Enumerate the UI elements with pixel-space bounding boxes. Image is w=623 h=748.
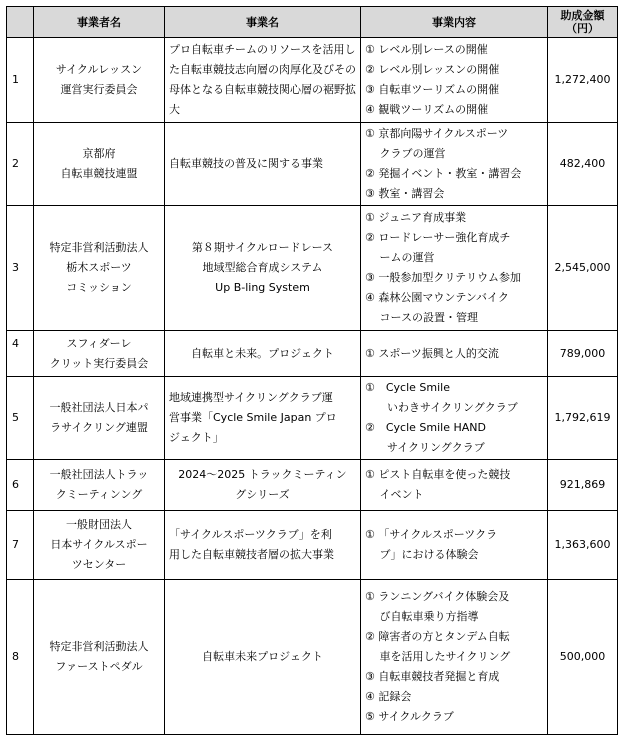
row-number: 2 — [7, 123, 34, 206]
content-cell — [361, 206, 548, 331]
project-cell — [165, 206, 361, 331]
content-line: ① Cycle Smile — [365, 381, 450, 394]
applicant-cell — [34, 38, 165, 123]
table-row — [7, 331, 618, 377]
header-amount-unit: （円） — [566, 22, 599, 35]
project-cell — [165, 580, 361, 735]
table-row — [7, 460, 618, 511]
applicant-line: 栃木スポーツ — [66, 261, 132, 274]
content-line: ① スポーツ振興と人的交流 — [365, 346, 499, 360]
applicant-line: 一般社団法人トラッ — [49, 468, 149, 481]
applicant-line: ラサイクリング連盟 — [50, 421, 148, 434]
row-number: 5 — [7, 377, 34, 460]
table-row — [7, 377, 618, 460]
content-line: ② レベル別レッスンの開催 — [365, 63, 500, 76]
header-no — [7, 7, 34, 38]
applicant-line: 京都府 — [82, 147, 116, 160]
content-line: コースの設置・管理 — [365, 311, 478, 324]
content-line: ④ 観戦ツーリズムの開催 — [365, 103, 489, 116]
row-number: 6 — [7, 460, 34, 511]
project-text: プロ自転車チームのリソースを活用した自転車競技志向層の肉厚化及びその母体となる自転車競技関心層の裾野拡大 — [169, 43, 356, 116]
table-row — [7, 123, 618, 206]
content-cell — [361, 38, 548, 123]
header-content: 事業内容 — [361, 7, 548, 38]
applicant-line: スフィダーレ — [66, 336, 132, 350]
content-line: ③ 自転車競技者発掘と育成 — [365, 670, 500, 683]
content-line: サイクリングクラブ — [365, 441, 485, 454]
content-line: ④ 森林公園マウンテンバイク — [365, 291, 509, 304]
amount-cell: 482,400 — [548, 123, 618, 206]
applicant-line: 自転車競技連盟 — [60, 167, 138, 180]
content-line: クラブの運営 — [365, 147, 446, 160]
applicant-line: 一般社団法人日本パ — [49, 401, 149, 414]
project-text: 自転車競技の普及に関する事業 — [169, 157, 323, 170]
content-line: ③ 一般参加型クリテリウム参加 — [365, 271, 522, 284]
content-line: ① ランニングバイク体験会及 — [365, 590, 510, 603]
content-line: 車を活用したサイクリング — [365, 650, 511, 663]
content-line: ームの運営 — [365, 251, 435, 264]
content-line: ③ 自転車ツーリズムの開催 — [365, 83, 500, 96]
applicant-cell — [34, 580, 165, 735]
content-cell — [361, 377, 548, 460]
content-line: ② 障害者の方とタンデム自転 — [365, 630, 510, 643]
project-cell — [165, 331, 361, 377]
content-line: ② Cycle Smile HAND — [365, 421, 486, 434]
applicant-line: サイクルレッスン — [55, 63, 143, 76]
amount-cell: 2,545,000 — [548, 206, 618, 331]
applicant-line: コミッション — [66, 281, 132, 294]
content-line: ① 「サイクルスポーツクラ — [365, 528, 498, 541]
applicant-line: 日本サイクルスポー — [50, 538, 148, 551]
applicant-line: クリット実行委員会 — [49, 356, 149, 370]
project-cell — [165, 38, 361, 123]
project-line: 用した自転車競技者層の拡大事業 — [169, 548, 334, 561]
row-number: 8 — [7, 580, 34, 735]
header-applicant: 事業者名 — [34, 7, 165, 38]
applicant-cell — [34, 331, 165, 377]
project-line: 2024～2025 トラックミーティン — [178, 468, 347, 481]
grant-table — [6, 6, 618, 735]
project-text: 自転車と未来。プロジェクト — [191, 346, 334, 360]
content-cell — [361, 460, 548, 511]
content-cell — [361, 123, 548, 206]
project-line: 「サイクルスポーツクラブ」を利 — [169, 528, 332, 541]
header-amount — [548, 7, 618, 38]
content-line: ⑤ サイクルクラブ — [365, 710, 454, 723]
content-line: ② 発掘イベント・教室・講習会 — [365, 167, 522, 180]
project-cell — [165, 460, 361, 511]
content-cell — [361, 511, 548, 580]
header-amount-label: 助成金額 — [560, 9, 605, 22]
project-text: 自転車未来プロジェクト — [202, 650, 323, 663]
amount-cell: 921,869 — [548, 460, 618, 511]
content-line: ② ロードレーサー強化育成チ — [365, 231, 511, 244]
table-row — [7, 206, 618, 331]
content-line: ① ジュニア育成事業 — [365, 211, 467, 224]
project-line: Up B-ling System — [215, 281, 310, 294]
applicant-line: 運営実行委員会 — [60, 83, 138, 96]
applicant-cell — [34, 511, 165, 580]
row-number: 4 — [7, 331, 34, 377]
project-line: 第８期サイクルロードレース — [191, 241, 334, 254]
applicant-line: ツセンター — [71, 558, 127, 571]
table-row — [7, 511, 618, 580]
project-line: グシリーズ — [235, 488, 290, 501]
applicant-cell — [34, 460, 165, 511]
content-line: いわきサイクリングクラブ — [365, 401, 518, 414]
content-line: ④ 記録会 — [365, 690, 412, 703]
amount-cell: 789,000 — [548, 331, 618, 377]
project-line: 地域型総合育成システム — [202, 261, 323, 274]
applicant-line: ファーストペダル — [55, 660, 143, 673]
content-line: ③ 教室・講習会 — [365, 187, 445, 200]
content-line: ① ピスト自転車を使った競技 — [365, 468, 511, 481]
row-number: 1 — [7, 38, 34, 123]
applicant-cell — [34, 123, 165, 206]
content-line: ① レベル別レースの開催 — [365, 43, 488, 56]
table-row — [7, 38, 618, 123]
header-project: 事業名 — [165, 7, 361, 38]
amount-cell: 1,363,600 — [548, 511, 618, 580]
applicant-cell — [34, 377, 165, 460]
amount-cell: 500,000 — [548, 580, 618, 735]
header-row — [7, 7, 618, 38]
project-cell — [165, 123, 361, 206]
content-line: び自転車乗り方指導 — [365, 610, 479, 623]
applicant-line: 特定非営利活動法人 — [49, 241, 149, 254]
row-number: 7 — [7, 511, 34, 580]
amount-cell: 1,792,619 — [548, 377, 618, 460]
applicant-cell — [34, 206, 165, 331]
project-line: 地域連携型サイクリングクラブ運 — [169, 391, 333, 404]
content-line: ① 京都向陽サイクルスポーツ — [365, 127, 509, 140]
content-line: ブ」における体験会 — [365, 548, 479, 561]
applicant-line: クミーティンング — [55, 488, 143, 501]
content-line: イベント — [365, 488, 424, 501]
project-line: 営事業「Cycle Smile Japan プロ — [169, 411, 337, 424]
project-cell — [165, 377, 361, 460]
project-cell — [165, 511, 361, 580]
applicant-line: 一般財団法人 — [66, 518, 132, 531]
content-cell — [361, 580, 548, 735]
table-row — [7, 580, 618, 735]
applicant-line: 特定非営利活動法人 — [49, 640, 149, 653]
row-number: 3 — [7, 206, 34, 331]
project-line: ジェクト」 — [169, 431, 224, 444]
amount-cell: 1,272,400 — [548, 38, 618, 123]
content-cell — [361, 331, 548, 377]
